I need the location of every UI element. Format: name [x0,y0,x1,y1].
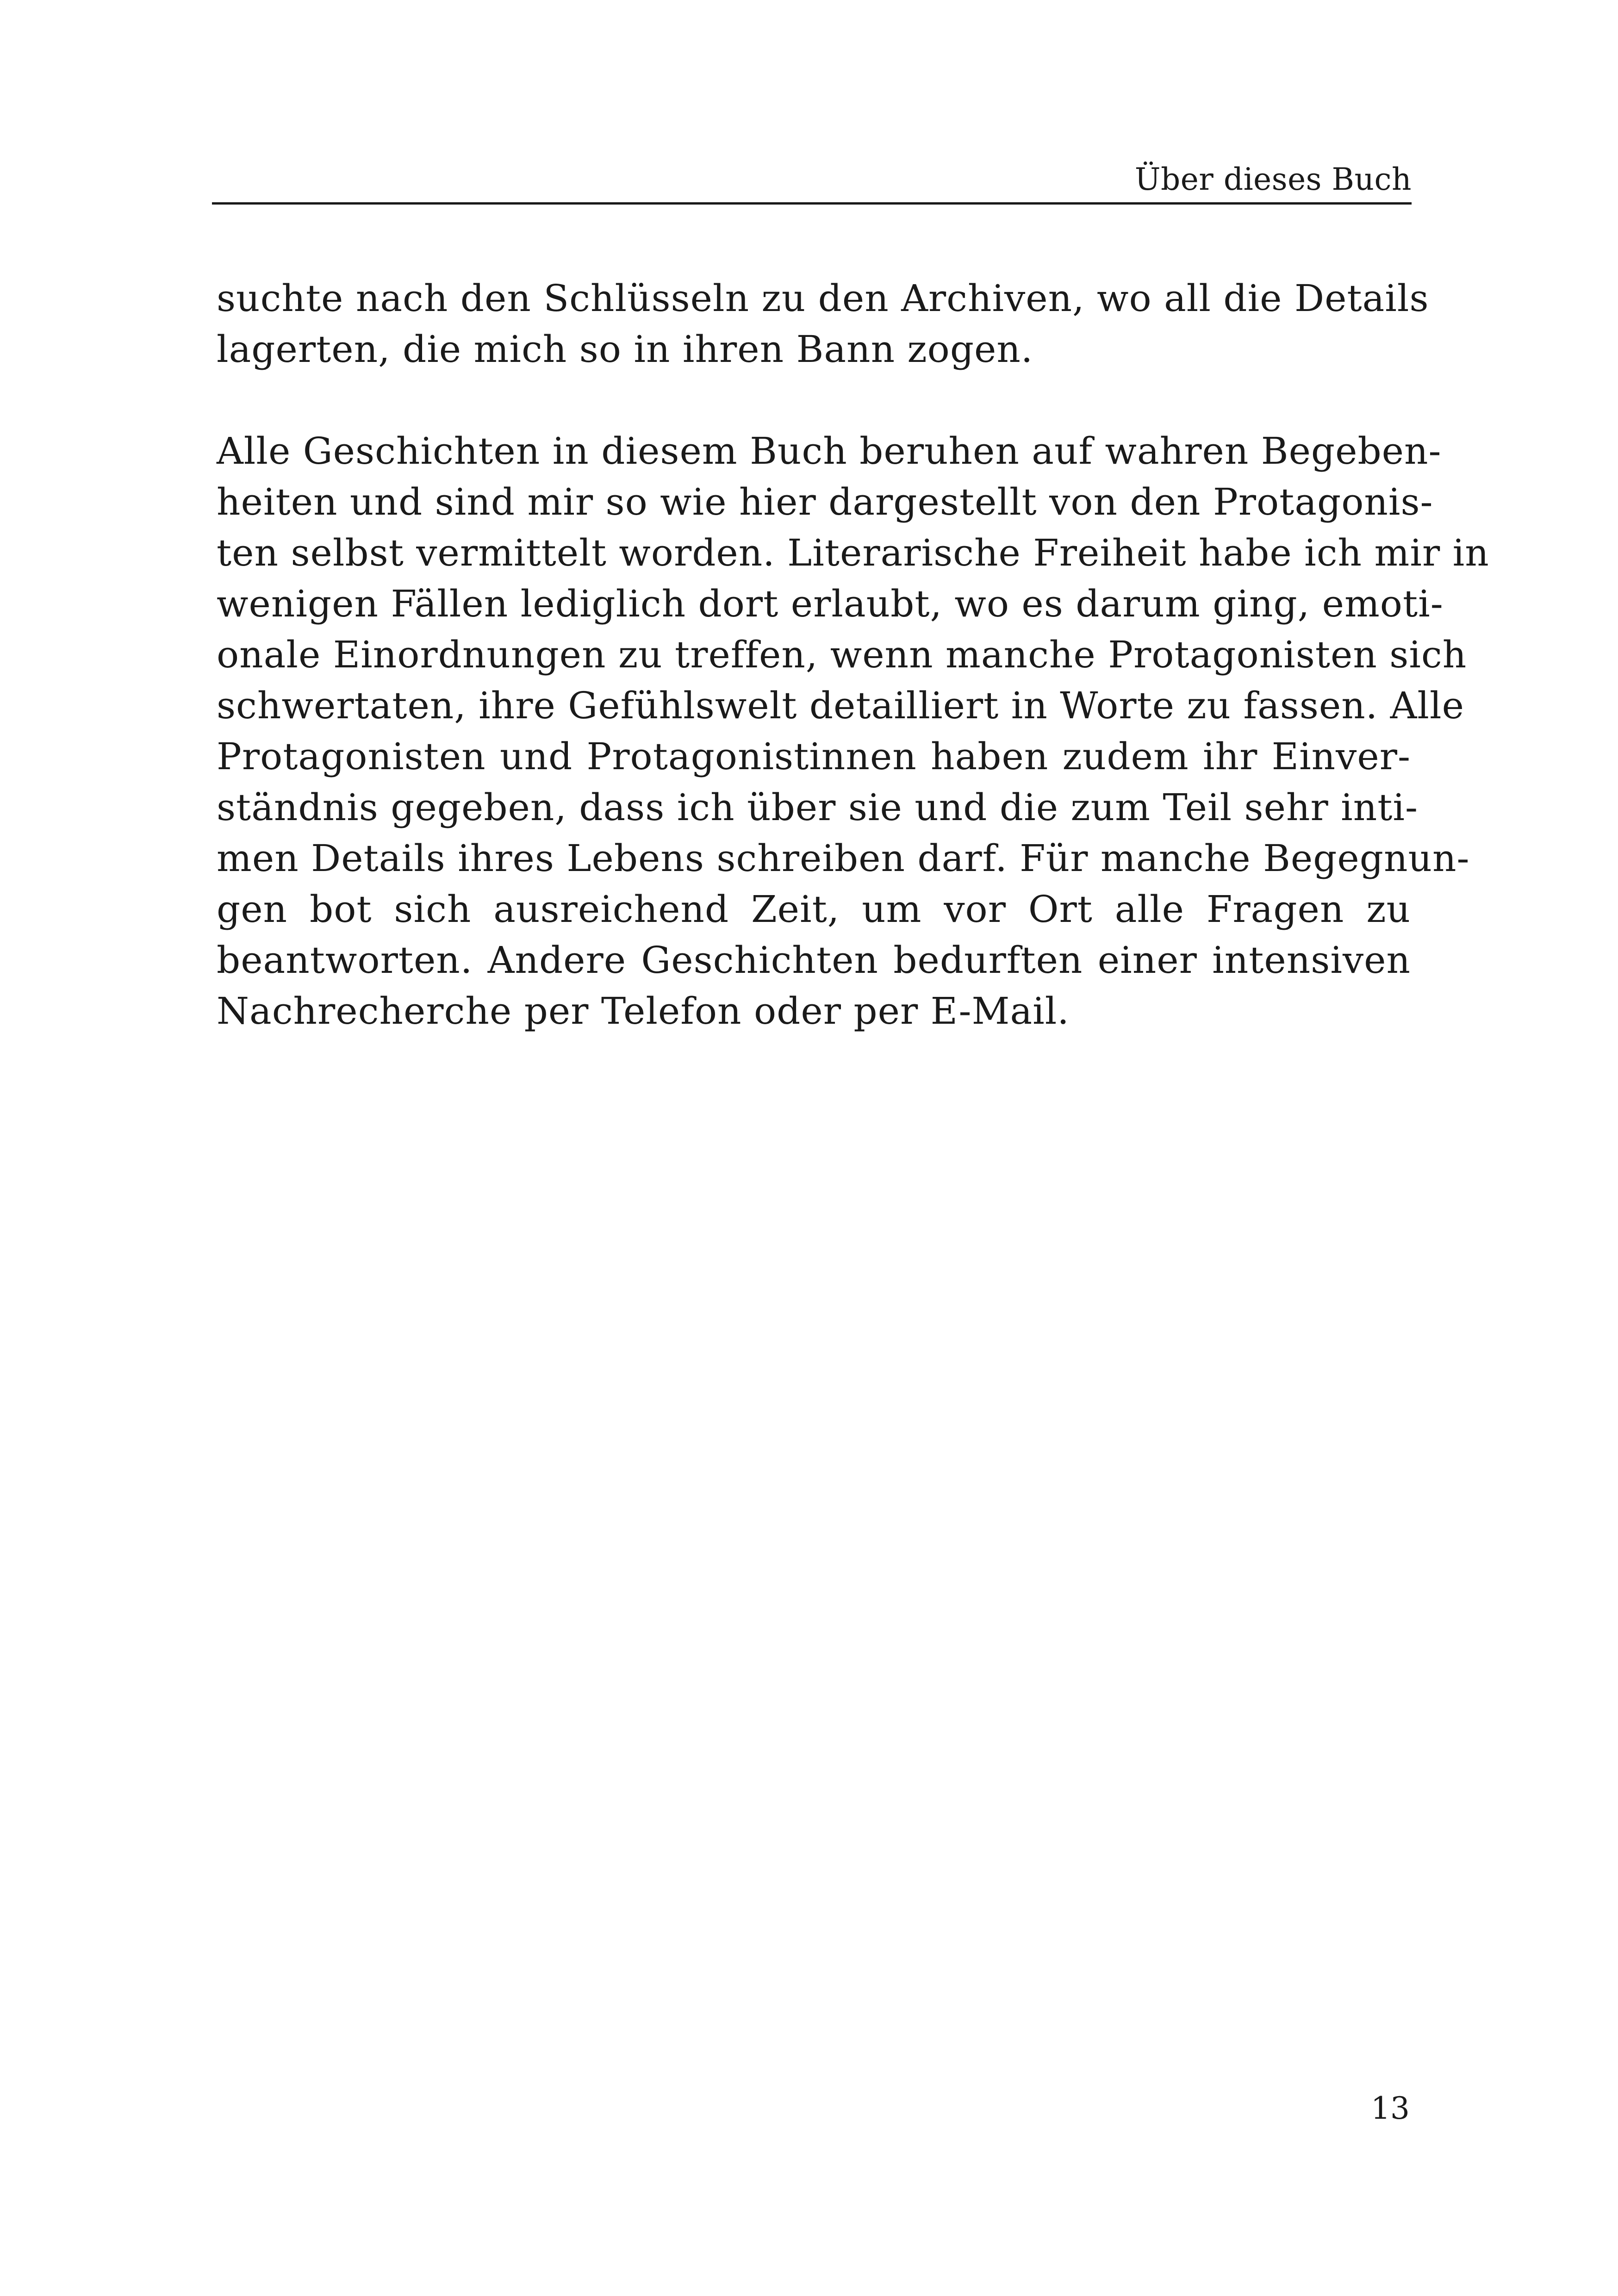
text-line: Nachrecherche per Telefon oder per E-Mail. [217,989,1070,1033]
text-line: schwertaten, ihre Gefühlswelt detailliert in Worte zu fassen. Alle [217,684,1464,727]
text-line: suchte nach den Schlüsseln zu den Archiven, wo all die Details [217,277,1429,320]
text-line: lagerten, die mich so in ihren Bann zogen. [217,328,1033,371]
text-line: men Details ihres Lebens schreiben darf. Für manche Begegnun- [217,837,1470,880]
text-line: Alle Geschichten in diesem Buch beruhen auf wahren Begeben- [217,429,1442,473]
page-number: 13 [1371,2091,1410,2126]
text-line: gen bot sich ausreichend Zeit, um vor Ort alle Fragen zu [217,888,1411,931]
paragraph [217,426,1489,1037]
text-line: ständnis gegeben, dass ich über sie und die zum Teil sehr inti- [217,786,1419,829]
running-title: Über dieses Buch [1134,162,1412,197]
paragraph [217,273,1429,375]
text-line: Protagonisten und Protagonistinnen haben zudem ihr Einver- [217,735,1411,778]
running-header [212,153,1412,205]
text-line: onale Einordnungen zu treffen, wenn manche Protagonisten sich [217,633,1467,676]
text-line: wenigen Fällen lediglich dort erlaubt, wo es darum ging, emoti- [217,582,1444,625]
text-line: heiten und sind mir so wie hier dargestellt von den Protagonis- [217,480,1433,523]
text-line: ten selbst vermittelt worden. Literarische Freiheit habe ich mir in [217,531,1489,574]
page-body [217,273,1489,1037]
text-line: beantworten. Andere Geschichten bedurften einer intensiven [217,939,1411,982]
